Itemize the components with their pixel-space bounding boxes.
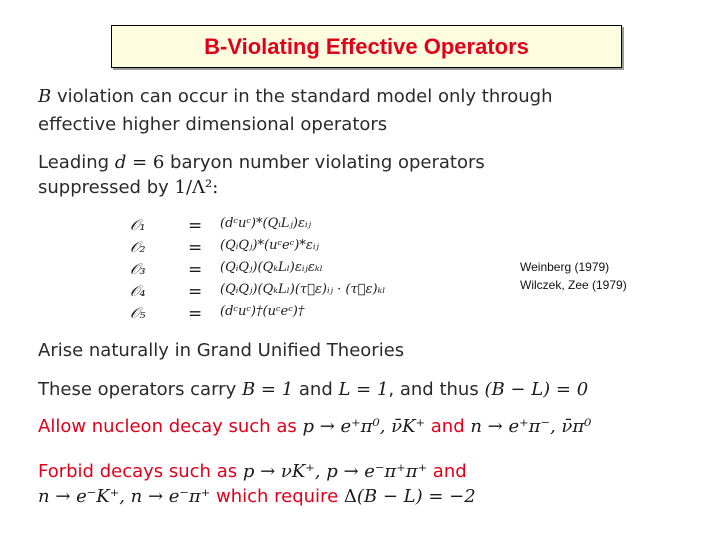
carry-text-2: and <box>293 379 339 400</box>
operator-expr-1: (dᶜuᶜ)*(QᵢLⱼ)εᵢⱼ <box>220 216 312 231</box>
forbid-line-2 <box>38 486 476 507</box>
forbid-neutron-decays: n → e⁻K⁺, n → e⁻π⁺ <box>38 486 211 507</box>
operator-expr-5: (dᶜuᶜ)†(uᶜeᶜ)† <box>220 304 305 319</box>
operator-name-5: 𝒪₅ <box>130 304 146 322</box>
carry-b-value: B = 1 <box>241 379 294 400</box>
intro-text-1: violation can occur in the standard model only through <box>51 86 553 107</box>
operator-name-3: 𝒪₃ <box>130 260 146 278</box>
operator-expr-4: (QᵢQⱼ)(QₖLₗ)(τ⃗ε)ᵢⱼ · (τ⃗ε)ₖₗ <box>220 282 386 297</box>
forbid-delta: Δ <box>343 486 357 507</box>
carry-l-value: L = 1 <box>338 379 389 400</box>
allow-line <box>38 416 591 437</box>
carry-text-3: , and thus <box>388 379 485 400</box>
leading-text-3: suppressed by <box>38 177 175 198</box>
operator-eq-1: = <box>188 216 203 236</box>
allow-text-1: Allow nucleon decay such as <box>38 416 303 437</box>
reference-wilczek-zee: Wilczek, Zee (1979) <box>520 278 627 292</box>
leading-d: d <box>114 152 127 173</box>
leading-line-2 <box>38 177 218 198</box>
forbid-line-1 <box>38 461 467 482</box>
forbid-bl-change: (B − L) = −2 <box>356 486 476 507</box>
operator-expr-3: (QᵢQⱼ)(QₖLₗ)εᵢⱼεₖₗ <box>220 260 323 275</box>
carry-line <box>38 379 588 400</box>
operator-eq-3: = <box>188 260 203 280</box>
slide-title: B-Violating Effective Operators <box>204 33 529 59</box>
title-box <box>111 25 622 68</box>
allow-text-2: and <box>425 416 471 437</box>
intro-line-1 <box>38 86 553 107</box>
leading-text-2: baryon number violating operators <box>170 152 485 173</box>
references <box>520 258 627 294</box>
leading-text-1: Leading <box>38 152 115 173</box>
operator-eq-5: = <box>188 304 203 324</box>
intro-b-symbol: B <box>38 86 52 107</box>
operator-name-2: 𝒪₂ <box>130 238 146 256</box>
operator-eq-4: = <box>188 282 203 302</box>
leading-eq: = 6 <box>126 152 171 173</box>
carry-text-1: These operators carry <box>38 379 242 400</box>
allow-proton-decay: p → e⁺π⁰, ν̄K⁺ <box>302 416 426 437</box>
forbid-text-2: and <box>427 461 467 482</box>
allow-neutron-decay: n → e⁺π⁻, ν̄π⁰ <box>470 416 592 437</box>
reference-weinberg: Weinberg (1979) <box>520 260 610 274</box>
operator-name-4: 𝒪₄ <box>130 282 146 300</box>
operator-expr-2: (QᵢQⱼ)*(uᶜeᶜ)*εᵢⱼ <box>220 238 319 253</box>
operator-eq-2: = <box>188 238 203 258</box>
leading-line-1 <box>38 152 485 173</box>
carry-bl-value: (B − L) = 0 <box>484 379 589 400</box>
forbid-proton-decays: p → νK⁺, p → e⁻π⁺π⁺ <box>242 461 428 482</box>
forbid-text-1: Forbid decays such as <box>38 461 243 482</box>
forbid-text-3: which require <box>210 486 344 507</box>
leading-suppression: 1/Λ²: <box>174 177 219 198</box>
operator-name-1: 𝒪₁ <box>130 216 146 234</box>
arise-line: Arise naturally in Grand Unified Theories <box>38 340 405 361</box>
intro-line-2: effective higher dimensional operators <box>38 114 388 135</box>
